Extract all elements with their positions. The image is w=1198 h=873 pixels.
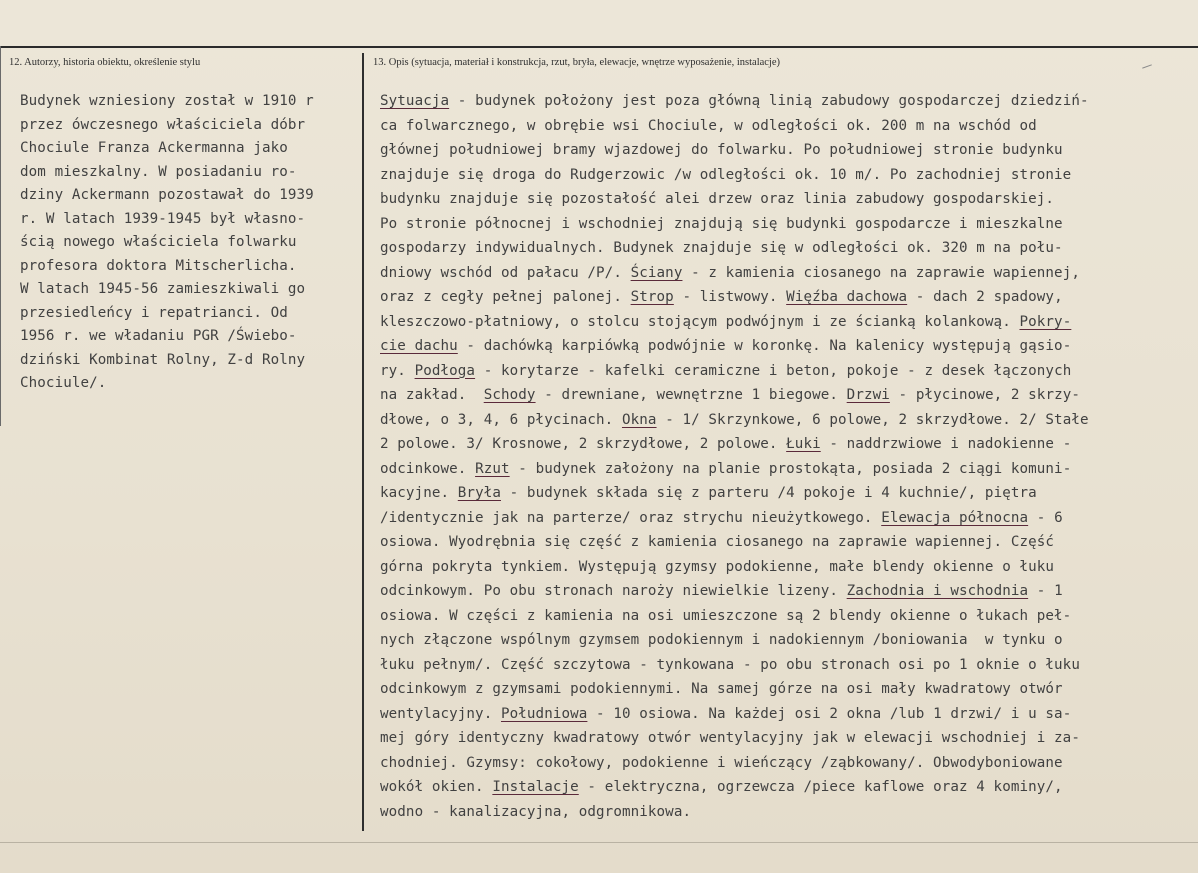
description-text: znajduje się droga do Rudgerzowic /w odległości ok. 10 m/. Po zachodniej stronie: [380, 166, 1072, 183]
description-text: odcinkowym. Po obu stronach naroży niewielkie lizeny.: [380, 583, 847, 599]
description-text: /identycznie jak na parterze/ oraz strychu nieużytkowego.: [380, 509, 882, 526]
description-line: [380, 313, 1071, 331]
description-line: [380, 117, 1037, 135]
description-text: - budynek położony jest poza główną linią zabudowy gospodarczej dziedziń-: [449, 93, 1089, 109]
section-keyword: Podłoga: [414, 362, 476, 379]
description-text: - elektryczna, ogrzewcza /piece kaflowe oraz 4 kominy/,: [578, 779, 1063, 795]
history-line: r. W latach 1939-1945 był własno-: [20, 210, 306, 227]
description-text: górna pokryta tynkiem. Występują gzymsy podokienne, małe blendy okienne o łuku: [380, 558, 1055, 575]
description-text: osiowa. W części z kamienia na osi umieszczone są 2 blendy okienne o łukach peł-: [380, 607, 1072, 624]
description-line: [380, 754, 1063, 772]
description-line: [380, 190, 1054, 208]
section-keyword: Południowa: [500, 705, 588, 722]
section-keyword: Schody: [483, 387, 536, 403]
description-line: [380, 484, 1037, 502]
section-keyword: Strop: [630, 289, 674, 305]
section-keyword: Więźba dachowa: [786, 289, 908, 305]
description-line: [380, 411, 1089, 429]
description-text: - z kamienia ciosanego na zaprawie wapiennej,: [682, 264, 1080, 281]
section-12-heading: 12. Autorzy, historia obiektu, określenie stylu: [9, 57, 201, 68]
description-line: [380, 533, 1054, 551]
description-line: [380, 778, 1063, 796]
history-line: Budynek wzniesiony został w 1910 r: [20, 93, 314, 109]
description-text: - naddrzwiowe i nadokienne -: [820, 436, 1072, 452]
section-keyword: Sytuacja: [380, 93, 450, 109]
section-keyword: Drzwi: [846, 387, 890, 403]
description-text: budynku znajduje się pozostałość alei drzew oraz linia zabudowy gospodarskiej.: [380, 191, 1055, 207]
history-line: dom mieszkalny. W posiadaniu ro-: [20, 163, 297, 180]
description-text: nych złączone wspólnym gzymsem podokiennym i nadokiennym /boniowania w tynku o: [380, 632, 1063, 648]
description-line: [380, 631, 1063, 649]
history-line: ścią nowego właściciela folwarku: [20, 234, 297, 250]
description-text: - budynek składa się z parteru /4 pokoje i 4 kuchnie/, piętra: [501, 485, 1037, 501]
description-text: wokół okien.: [380, 779, 493, 795]
section-keyword: Bryła: [457, 485, 501, 501]
description-text: - budynek założony na planie prostokąta, posiada 2 ciągi komuni-: [509, 460, 1072, 477]
description-text: - drewniane, wewnętrzne 1 biegowe.: [535, 387, 847, 403]
description-text: wodno - kanalizacyjna, odgromnikowa.: [380, 803, 692, 820]
description-line: [380, 729, 1080, 747]
section-keyword: Okna: [621, 411, 657, 428]
description-line: [380, 215, 1063, 233]
left-edge-line: [0, 46, 1, 426]
top-rule: [0, 46, 1198, 48]
section-keyword: Ściany: [630, 264, 683, 281]
description-line: [380, 435, 1071, 453]
description-line: [380, 803, 691, 821]
description-text: wentylacyjny.: [380, 705, 501, 722]
history-line: dziny Ackermann pozostawał do 1939: [20, 187, 314, 203]
section-keyword: Zachodnia i wschodnia: [846, 583, 1029, 599]
description-text: Po stronie północnej i wschodniej znajdują się budynki gospodarcze i mieszkalne: [380, 215, 1063, 232]
description-text: kacyjne.: [380, 485, 458, 501]
description-text: - 10 osiowa. Na każdej osi 2 okna /lub 1 drzwi/ i u sa-: [587, 705, 1072, 722]
section-keyword: Rzut: [475, 460, 510, 477]
description-text: - dachówką karpiówką podwójnie w koronkę. Na kalenicy występują gąsio-: [457, 338, 1072, 354]
history-line: profesora doktora Mitscherlicha.: [20, 257, 297, 274]
description-text: oraz z cegły pełnej palonej.: [380, 289, 631, 305]
description-line: [380, 460, 1071, 478]
description-line: [380, 239, 1063, 257]
section-13-heading: 13. Opis (sytuacja, materiał i konstrukcja, rzut, bryła, elewacje, wnętrze wyposażenie, instalacje): [373, 57, 781, 68]
description-line: [380, 264, 1080, 282]
description-text: mej góry identyczny kwadratowy otwór wentylacyjny jak w elewacji wschodniej i za-: [380, 730, 1080, 746]
description-line: [380, 141, 1063, 159]
history-line: przez ówczesnego właściciela dóbr: [20, 116, 306, 133]
description-text: - 1: [1028, 583, 1063, 599]
description-text: ca folwarcznego, w obrębie wsi Chociule, w odległości ok. 200 m na wschód od: [380, 117, 1037, 134]
description-text: - 6: [1028, 509, 1063, 526]
description-line: [380, 92, 1089, 110]
pencil-mark: [1142, 64, 1152, 68]
section-keyword: Elewacja północna: [881, 509, 1029, 526]
description-text: osiowa. Wyodrębnia się część z kamienia ciosanego na zaprawie wapiennej. Część: [380, 534, 1055, 550]
section-keyword: Łuki: [786, 436, 821, 452]
description-text: odcinkowe.: [380, 460, 476, 477]
history-line: Chociule/.: [20, 375, 107, 391]
history-line: dziński Kombinat Rolny, Z-d Rolny: [20, 351, 306, 368]
bottom-rule: [0, 842, 1198, 843]
description-text: - płycinowe, 2 skrzy-: [889, 387, 1081, 403]
section-keyword: Instalacje: [492, 779, 579, 795]
description-line: [380, 705, 1071, 723]
description-text: na zakład.: [380, 387, 484, 403]
description-text: 2 polowe. 3/ Krosnowe, 2 skrzydłowe, 2 polowe.: [380, 436, 787, 452]
description-text: chodniej. Gzymsy: cokołowy, podokienne i wieńczący /ząbkowany/. Obwodyboniowane: [380, 754, 1063, 771]
history-line: przesiedleńcy i repatrianci. Od: [20, 304, 288, 321]
description-text: - dach 2 spadowy,: [907, 289, 1063, 305]
description-line: [380, 362, 1071, 380]
description-text: głównej południowej bramy wjazdowej do folwarku. Po południowej stronie budynku: [380, 142, 1063, 158]
description-line: [380, 288, 1063, 306]
description-line: [380, 509, 1063, 527]
description-text: odcinkowym z gzymsami podokiennymi. Na samej górze na osi mały kwadratowy otwór: [380, 681, 1063, 697]
description-text: dniowy wschód od pałacu /P/.: [380, 264, 631, 281]
description-text: - korytarze - kafelki ceramiczne i beton, pokoje - z desek łączonych: [475, 362, 1072, 379]
description-line: [380, 337, 1071, 355]
section-keyword: cie dachu: [380, 338, 458, 354]
description-line: [380, 166, 1071, 184]
section-keyword: Pokry-: [1019, 313, 1072, 330]
history-line: Chociule Franza Ackermanna jako: [20, 140, 288, 156]
description-text: ry.: [380, 362, 415, 379]
description-text: łuku pełnym/. Część szczytowa - tynkowana - po obu stronach osi po 1 oknie o łuku: [380, 656, 1080, 673]
description-text: kleszczowo-płatniowy, o stolcu stojącym podwójnym i ze ścianką kolankową.: [380, 313, 1020, 330]
description-line: [380, 558, 1054, 576]
history-line: W latach 1945-56 zamieszkiwali go: [20, 281, 306, 297]
description-text: dłowe, o 3, 4, 6 płycinach.: [380, 411, 622, 428]
history-line: 1956 r. we władaniu PGR /Świebo-: [20, 328, 297, 344]
description-line: [380, 607, 1071, 625]
description-line: [380, 656, 1080, 674]
description-line: [380, 680, 1063, 698]
description-line: [380, 386, 1080, 404]
description-text: gospodarzy indywidualnych. Budynek znajduje się w odległości ok. 320 m na połu-: [380, 240, 1063, 256]
column-divider: [362, 53, 364, 831]
description-text: - listwowy.: [673, 289, 787, 305]
description-line: [380, 582, 1063, 600]
description-text: - 1/ Skrzynkowe, 6 polowe, 2 skrzydłowe. 2/ Stałe: [656, 411, 1089, 428]
